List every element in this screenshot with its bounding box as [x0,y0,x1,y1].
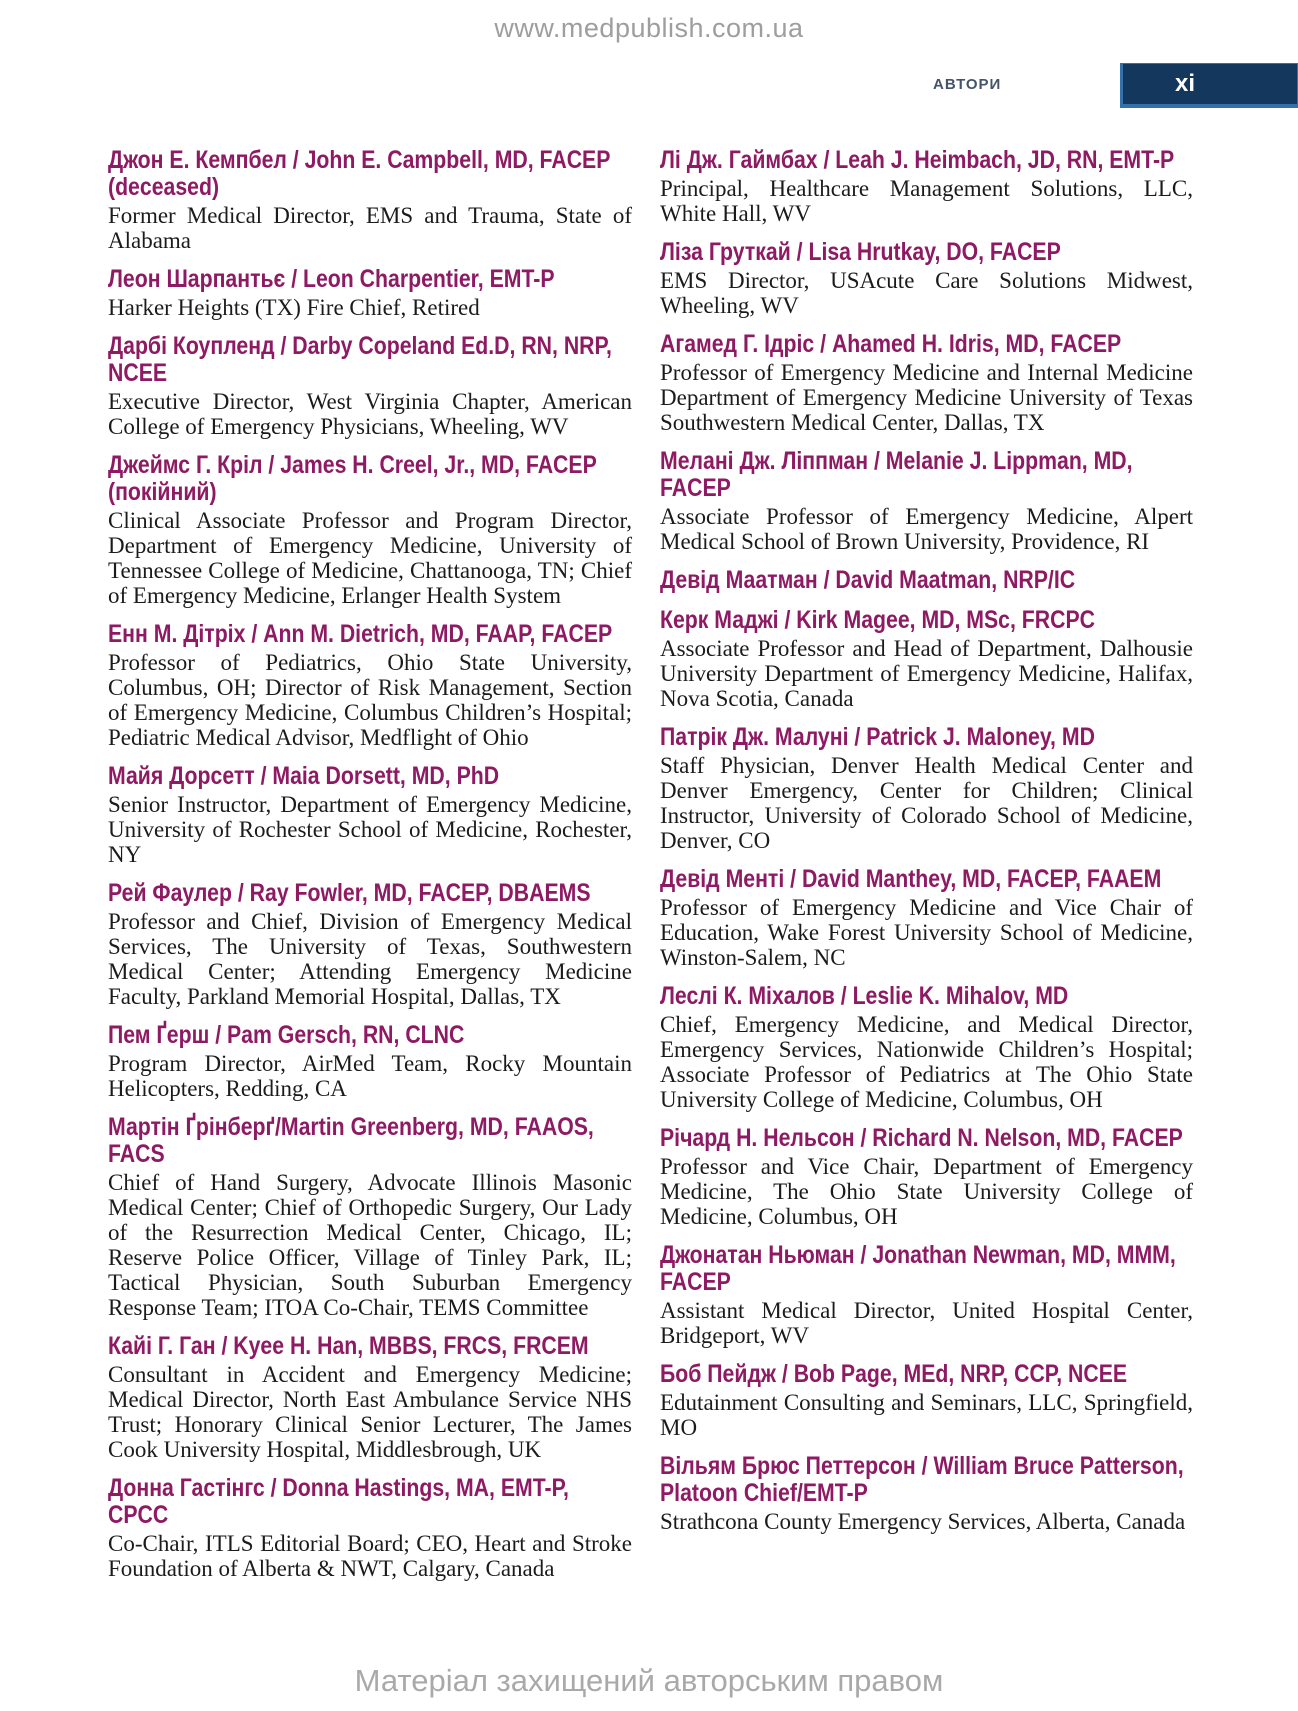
author-name: Леон Шарпантьє / Leon Charpentier, EMT-P [108,265,555,293]
author-name: Керк Маджі / Kirk Magee, MD, MSc, FRCPC [660,606,1096,634]
author-name: Леслі К. Міхалов / Leslie K. Mihalov, MD [660,982,1069,1010]
author-name: Девід Менті / David Manthey, MD, FACEP, FAAEM [660,865,1162,893]
author-entry [660,724,1193,853]
author-name: Мелані Дж. Ліппман / Melanie J. Lippman, MD, FACEP [660,447,1133,502]
author-description: Associate Professor of Emergency Medicine, Alpert Medical School of Brown University, Providence, RI [660,504,1193,554]
author-entry [660,983,1193,1112]
author-description: Chief, Emergency Medicine, and Medical Director, Emergency Services, Nationwide Children’s Hospital; Associate Professor of Pediatrics at The Ohio State University College of Medicine, Columbus, OH [660,1012,1193,1112]
author-entry [660,866,1193,970]
author-entry [108,621,632,750]
author-entry [660,448,1193,554]
author-description: EMS Director, USAcute Care Solutions Midwest, Wheeling, WV [660,268,1193,318]
author-entry [108,266,632,320]
author-name: Ліза Груткай / Lisa Hrutkay, DO, FACEP [660,238,1061,266]
author-description: Professor of Pediatrics, Ohio State University, Columbus, OH; Director of Risk Management, Section of Emergency Medicine, Columbus Children’s Hospital; Pediatric Medical Advisor, Medflight of Ohio [108,650,632,750]
author-entry [660,567,1193,594]
author-entry [660,1453,1193,1534]
author-name: Лі Дж. Гаймбах / Leah J. Heimbach, JD, RN, EMT-P [660,146,1175,174]
author-description: Executive Director, West Virginia Chapter, American College of Emergency Physicians, Wheeling, WV [108,389,632,439]
author-description: Harker Heights (TX) Fire Chief, Retired [108,295,480,320]
authors-column-left [108,147,632,1594]
author-entry [660,331,1193,435]
author-entry [108,1475,632,1581]
author-description: Professor and Vice Chair, Department of Emergency Medicine, The Ohio State University College of Medicine, Columbus, OH [660,1154,1193,1229]
author-description: Clinical Associate Professor and Program Director, Department of Emergency Medicine, University of Tennessee College of Medicine, Chattanooga, TN; Chief of Emergency Medicine, Erlanger Health System [108,508,632,608]
author-description: Staff Physician, Denver Health Medical Center and Denver Emergency, Center for Children; Clinical Instructor, University of Colorado School of Medicine, Denver, CO [660,753,1193,853]
author-entry [108,1022,632,1101]
author-name: Кайі Г. Ган / Kyee H. Han, MBBS, FRCS, FRCEM [108,1332,589,1360]
author-name: Агамед Г. Ідріс / Ahamed H. Idris, MD, FACEP [660,330,1122,358]
author-name: Джонатан Ньюман / Jonathan Newman, MD, MMM, FACEP [660,1241,1176,1296]
author-name: Патрік Дж. Малуні / Patrick J. Maloney, MD [660,723,1095,751]
author-entry [108,333,632,439]
author-entry [108,1114,632,1320]
author-entry [108,763,632,867]
bottom-watermark: Матеріал захищений авторським правом [354,1663,944,1698]
top-watermark: www.medpublish.com.ua [494,13,804,43]
author-description: Co-Chair, ITLS Editorial Board; CEO, Heart and Stroke Foundation of Alberta & NWT, Calgary, Canada [108,1531,632,1581]
author-description: Strathcona County Emergency Services, Alberta, Canada [660,1509,1186,1534]
author-description: Associate Professor and Head of Department, Dalhousie University Department of Emergency Medicine, Halifax, Nova Scotia, Canada [660,636,1193,711]
author-entry [660,1125,1193,1229]
author-description: Chief of Hand Surgery, Advocate Illinois Masonic Medical Center; Chief of Orthopedic Surgery, Our Lady of the Resurrection Medical Center, Chicago, IL; Reserve Police Officer, Village of Tinley Park, IL; Tactical Physician, South Suburban Emergency Response Team; ITOA Co-Chair, TEMS Committee [108,1170,632,1320]
page-number: xi [1174,70,1195,97]
author-name: Вільям Брюс Петтерсон / William Bruce Patterson, Platoon Chief/EMT-P [660,1452,1184,1507]
author-entry [660,1361,1193,1440]
authors-column-right [660,147,1193,1547]
author-entry [660,239,1193,318]
author-description: Assistant Medical Director, United Hospital Center, Bridgeport, WV [660,1298,1193,1348]
author-description: Consultant in Accident and Emergency Medicine; Medical Director, North East Ambulance Service NHS Trust; Honorary Clinical Senior Lecturer, The James Cook University Hospital, Middlesbrough, UK [108,1362,632,1462]
author-entry [108,880,632,1009]
author-name: Мартін Ґрінберґ/Martin Greenberg, MD, FAAOS, FACS [108,1113,594,1168]
author-entry [108,1333,632,1462]
page-number-box [1120,63,1298,108]
author-entry [108,147,632,253]
author-name: Боб Пейдж / Bob Page, MEd, NRP, CCP, NCEE [660,1360,1128,1388]
author-name: Рей Фаулер / Ray Fowler, MD, FACEP, DBAEMS [108,879,591,907]
author-entry [108,452,632,608]
author-name: Річард Н. Нельсон / Richard N. Nelson, MD, FACEP [660,1124,1183,1152]
author-description: Program Director, AirMed Team, Rocky Mountain Helicopters, Redding, CA [108,1051,632,1101]
author-name: Майя Дорсетт / Maia Dorsett, MD, PhD [108,762,500,790]
author-entry [660,1242,1193,1348]
author-description: Principal, Healthcare Management Solutions, LLC, White Hall, WV [660,176,1193,226]
author-description: Former Medical Director, EMS and Trauma, State of Alabama [108,203,632,253]
author-entry [660,607,1193,711]
author-name: Джеймс Г. Кріл / James H. Creel, Jr., MD, FACEP (покійний) [108,451,597,506]
author-description: Professor of Emergency Medicine and Vice Chair of Education, Wake Forest University School of Medicine, Winston-Salem, NC [660,895,1193,970]
author-name: Джон Е. Кемпбел / John E. Campbell, MD, FACEP (deceased) [108,146,611,201]
author-name: Дарбі Коупленд / Darby Copeland Ed.D, RN, NRP, NCEE [108,332,612,387]
author-description: Professor of Emergency Medicine and Internal Medicine Department of Emergency Medicine University of Texas Southwestern Medical Center, Dallas, TX [660,360,1193,435]
author-description: Professor and Chief, Division of Emergency Medical Services, The University of Texas, Southwestern Medical Center; Attending Emergency Medicine Faculty, Parkland Memorial Hospital, Dallas, TX [108,909,632,1009]
author-name: Девід Маатман / David Maatman, NRP/IC [660,566,1076,594]
author-name: Енн М. Дітріх / Ann M. Dietrich, MD, FAAP, FACEP [108,620,613,648]
author-entry [660,147,1193,226]
author-name: Пем Ґерш / Pam Gersch, RN, CLNC [108,1021,465,1049]
author-name: Донна Гастінгс / Donna Hastings, MA, EMT-P, CPCC [108,1474,569,1529]
author-description: Senior Instructor, Department of Emergency Medicine, University of Rochester School of Medicine, Rochester, NY [108,792,632,867]
author-description: Edutainment Consulting and Seminars, LLC, Springfield, MO [660,1390,1193,1440]
section-header-authors: АВТОРИ [933,76,1002,93]
